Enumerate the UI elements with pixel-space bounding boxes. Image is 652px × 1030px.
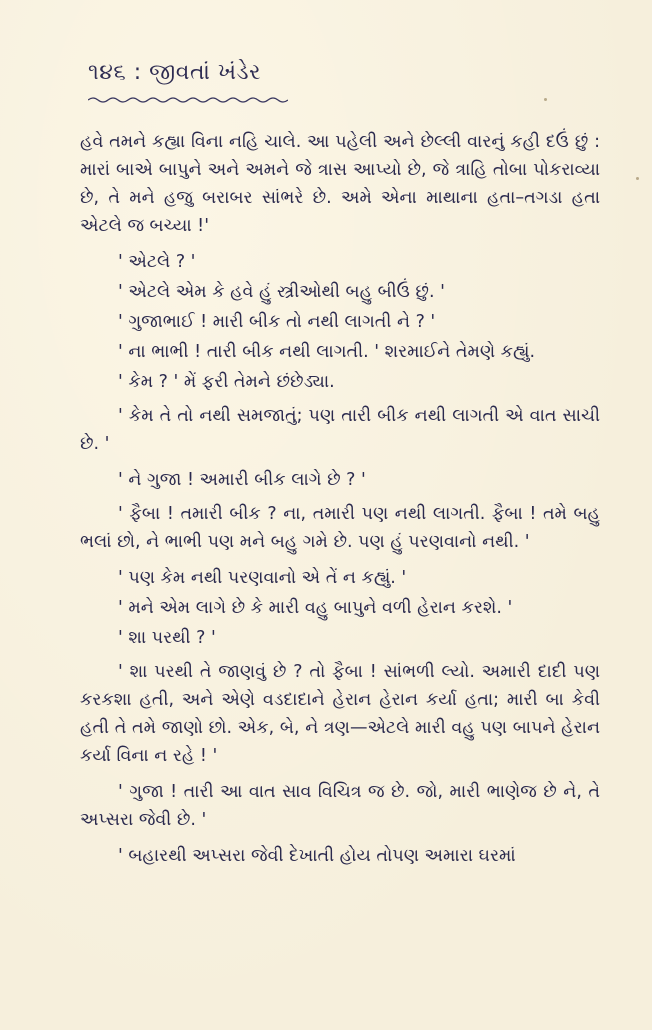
paragraph-4: ' ગુજાભાઈ ! મારી બીક તો નથી લાગતી ને ? ' — [118, 312, 436, 332]
paper-speck — [544, 98, 547, 101]
paragraph-2: ' એટલે ? ' — [118, 252, 196, 272]
paragraph-12: ' શા પરથી ? ' — [118, 628, 216, 648]
paragraph-1: હવે તમને કહ્યા વિના નહિ ચાલે. આ પહેલી અને છેલ્લી વારનું કહી દઉં છું : મારાં બાએ બાપુને અને અમને જે ત્રાસ આપ્યો છે, જે ત્રાહિ તોબા પોકરાવ્યા છે, તે મને હજુ બરાબર સાંભરે છે. અમે એના માથાના હતા–તગડા હતા એટલે જ બચ્યા !' — [80, 132, 600, 236]
body-text — [80, 128, 600, 878]
paragraph-14: ' ગુજા ! તારી આ વાત સાવ વિચિત્ર જ છે. જો, મારી ભાણેજ છે ને, તે અપ્સરા જેવી છે. ' — [80, 782, 600, 830]
header-separator: : — [133, 60, 142, 85]
paragraph-3: ' એટલે એમ કે હવે હું સ્ત્રીઓથી બહુ બીઉં છું. ' — [118, 282, 445, 302]
book-title: જીવતાં ખંડેર — [149, 60, 261, 85]
paper-speck — [636, 177, 639, 180]
paragraph-8: ' ને ગુજા ! અમારી બીક લાગે છે ? ' — [118, 470, 366, 490]
page-number: ૧૪૬ — [88, 60, 127, 85]
paragraph-10: ' પણ કેમ નથી પરણવાનો એ તેં ન કહ્યું. ' — [118, 568, 407, 588]
paragraph-9: ' ફૈબા ! તમારી બીક ? ના, તમારી પણ નથી લાગતી. ફૈબા ! તમે બહુ ભલાં છો, ને ભાભી પણ મને બહુ ગમે છે. પણ હું પરણવાનો નથી. ' — [80, 504, 600, 552]
paragraph-5: ' ના ભાભી ! તારી બીક નથી લાગતી. ' શરમાઈને તેમણે કહ્યું. — [118, 342, 536, 362]
paragraph-7: ' કેમ તે તો નથી સમજાતું; પણ તારી બીક નથી લાગતી એ વાત સાચી છે. ' — [80, 406, 600, 454]
paragraph-11: ' મને એમ લાગે છે કે મારી વહુ બાપુને વળી હેરાન કરશે. ' — [118, 598, 513, 618]
running-header — [88, 60, 261, 85]
paragraph-15: ' બહારથી અપ્સરા જેવી દેખાતી હોય તોપણ અમારા ઘરમાં — [118, 846, 516, 866]
decorative-wavy-rule — [88, 96, 288, 104]
paragraph-6: ' કેમ ? ' મેં ફરી તેમને છંછેડ્યા. — [118, 372, 335, 392]
paragraph-13: ' શા પરથી તે જાણવું છે ? તો ફૈબા ! સાંભળી લ્યો. અમારી દાદી પણ કરકશા હતી, અને એણે વડદાદાને હેરાન હેરાન કર્યા હતા; મારી બા કેવી હતી તે તમે જાણો છો. એક, બે, ને ત્રણ—એટલે મારી વહુ પણ બાપને હેરાન કર્યા વિના ન રહે ! ' — [80, 662, 600, 766]
